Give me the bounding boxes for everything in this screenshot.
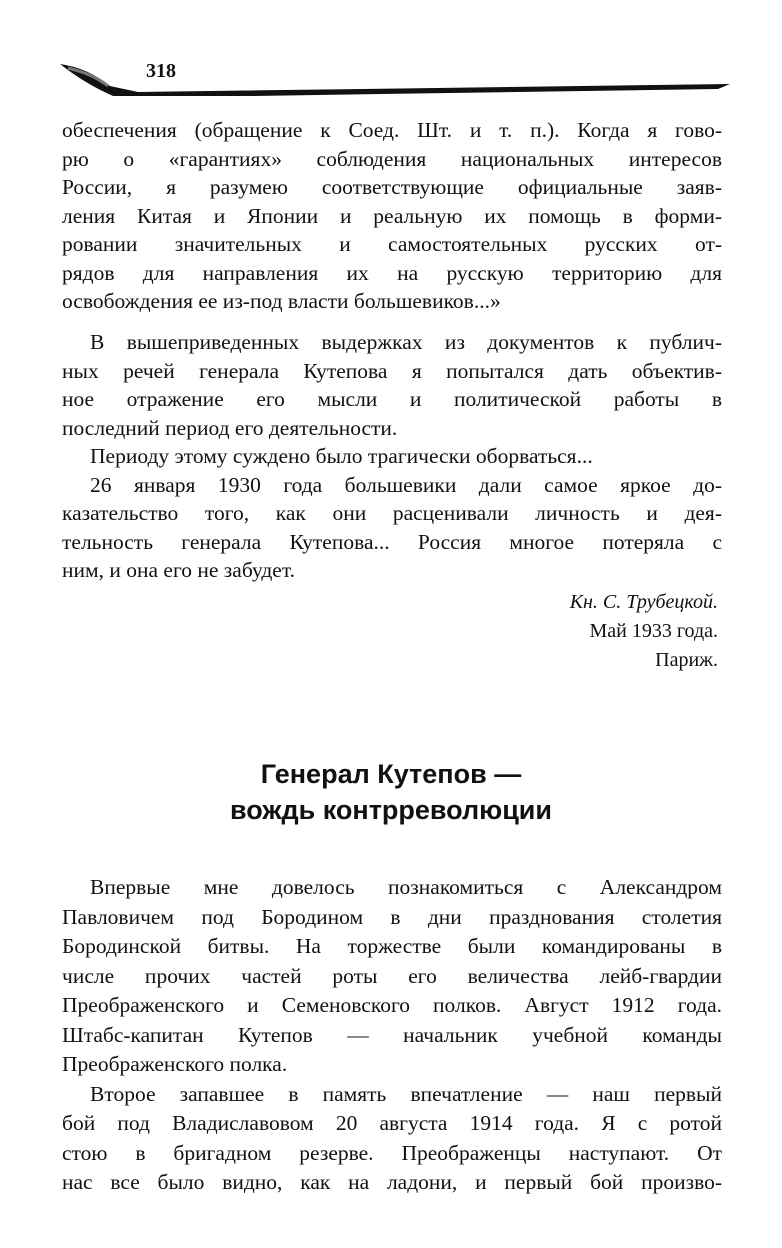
text-line: России, я разумею соответствующие официальные заяв- — [62, 175, 722, 199]
text-line: ное отражение его мысли и политической работы в — [62, 387, 722, 411]
text-line: ных речей генерала Кутепова я попытался дать объектив- — [62, 358, 722, 383]
page-number: 318 — [146, 60, 176, 82]
text-block-top — [62, 116, 722, 316]
text-block-bottom — [62, 873, 722, 1198]
paragraph — [62, 471, 722, 585]
paragraph — [62, 116, 722, 316]
paragraph — [62, 328, 722, 442]
signature — [570, 588, 718, 675]
section-title — [0, 756, 782, 828]
text-line: Бородинской битвы. На торжестве были командированы в — [62, 934, 722, 958]
text-line: казательство того, как они расценивали личность и дея- — [62, 501, 722, 525]
page-header — [58, 56, 730, 96]
signature-date: Май 1933 года. — [589, 620, 718, 642]
text-line: Штабс-капитан Кутепов — начальник учебной команды — [62, 1022, 722, 1047]
text-line: стою в бригадном резерве. Преображенцы наступают. От — [62, 1140, 722, 1165]
paragraph — [62, 1080, 722, 1198]
text-line: Преображенского полка. — [62, 1052, 288, 1076]
text-line: рю о «гарантиях» соблюдения национальных интересов — [62, 146, 722, 171]
text-line: нас все было видно, как на ладони, и первый бой произво- — [62, 1170, 722, 1194]
signature-author: Кн. С. Трубецкой. — [569, 591, 718, 613]
text-line: последний период его деятельности. — [62, 415, 398, 440]
text-line: тельность генерала Кутепова... Россия многое потеряла с — [62, 529, 722, 554]
text-line: Второе запавшее в память впечатление — наш первый — [90, 1081, 722, 1106]
text-line: ления Китая и Японии и реальную их помощь в форми- — [62, 203, 722, 228]
section-title-line-2: вождь контрреволюции — [229, 795, 552, 825]
text-line: Павловичем под Бородином в дни празднования столетия — [62, 904, 722, 929]
text-line: Периоду этому суждено было трагически оборваться... — [90, 444, 593, 468]
text-line: Преображенского и Семеновского полков. Август 1912 года. — [62, 993, 722, 1017]
text-line: обеспечения (обращение к Соед. Шт. и т. п.). Когда я гово- — [62, 118, 722, 142]
text-line: ним, и она его не забудет. — [62, 558, 295, 582]
text-line: рядов для направления их на русскую территорию для — [62, 260, 722, 285]
paragraph — [62, 442, 722, 471]
text-line: В вышеприведенных выдержках из документов к публич- — [90, 330, 722, 354]
text-block-middle — [62, 328, 722, 585]
paragraph — [62, 873, 722, 1080]
signature-place: Париж. — [655, 649, 718, 671]
text-line: бой под Владиславовом 20 августа 1914 года. Я с ротой — [62, 1111, 722, 1135]
text-line: 26 января 1930 года большевики дали самое яркое до- — [90, 472, 722, 497]
text-line: ровании значительных и самостоятельных русских от- — [62, 232, 722, 256]
text-line: освобождения ее из-под власти большевиков...» — [62, 289, 501, 313]
text-line: Впервые мне довелось познакомиться с Александром — [90, 875, 722, 899]
section-title-line-1: Генерал Кутепов — — [260, 759, 522, 789]
text-line: числе прочих частей роты его величества лейб-гвардии — [62, 963, 722, 988]
